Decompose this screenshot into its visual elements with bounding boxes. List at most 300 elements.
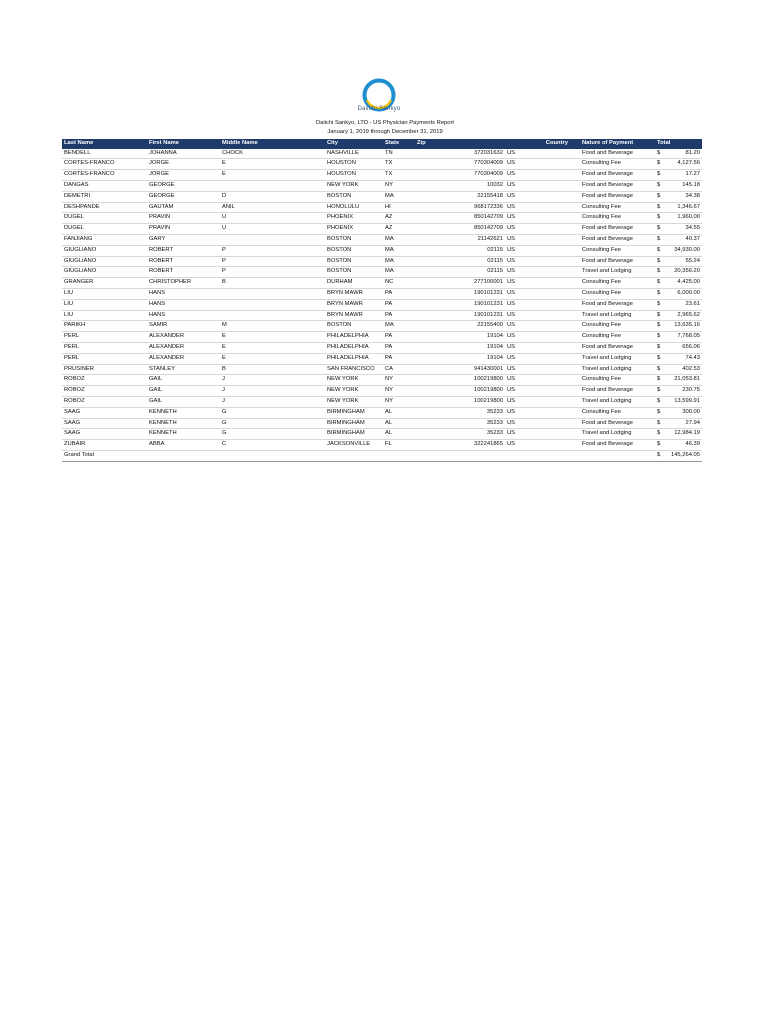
cell-last: ROBOZ [62,375,147,386]
table-row [62,278,702,289]
cell-total [655,418,702,429]
cell-middle: P [220,267,325,278]
table-header-row [62,139,702,149]
currency-symbol: $ [657,430,661,437]
cell-first: PRAVIN [147,224,220,235]
cell-zip: 277100001 [415,278,505,289]
table-row [62,245,702,256]
cell-zip: 190101231 [415,310,505,321]
cell-middle: J [220,375,325,386]
cell-total [655,310,702,321]
cell-state: HI [383,202,415,213]
cell-nature: Food and Beverage [570,234,655,245]
cell-state: AZ [383,213,415,224]
currency-symbol: $ [657,452,661,458]
cell-city: PHOENIX [325,213,383,224]
cell-last: FANJIANG [62,234,147,245]
cell-country: US [505,278,570,289]
currency-symbol: $ [657,333,661,340]
cell-total [655,278,702,289]
cell-last: PRUSINER [62,364,147,375]
header-state: State [383,139,415,149]
amount: 1,960.00 [677,214,700,221]
cell-total [655,386,702,397]
currency-symbol: $ [657,387,661,394]
cell-nature: Food and Beverage [570,418,655,429]
cell-last: GRANGER [62,278,147,289]
cell-first: GAIL [147,396,220,407]
cell-total [655,407,702,418]
cell-city: NEW YORK [325,396,383,407]
currency-symbol: $ [657,236,661,243]
cell-middle: P [220,245,325,256]
cell-total [655,191,702,202]
cell-nature: Travel and Lodging [570,364,655,375]
cell-city: BIRMINGHAM [325,429,383,440]
cell-state: MA [383,245,415,256]
currency-symbol: $ [657,214,661,221]
cell-total [655,180,702,191]
header-total: Total [655,139,702,149]
amount: 40.37 [685,236,700,243]
cell-country: US [505,407,570,418]
cell-nature: Food and Beverage [570,386,655,397]
cell-last: SAAG [62,429,147,440]
cell-first: GARY [147,234,220,245]
currency-symbol: $ [657,171,661,178]
table-row [62,440,702,451]
cell-first: CHRISTOPHER [147,278,220,289]
cell-first: JORGE [147,170,220,181]
cell-total [655,396,702,407]
cell-middle: G [220,418,325,429]
header-first-name: First Name [147,139,220,149]
table-row [62,375,702,386]
cell-city: BOSTON [325,321,383,332]
cell-last: BENDELL [62,149,147,159]
cell-country: US [505,321,570,332]
cell-last: DANGAS [62,180,147,191]
cell-middle: ANIL [220,202,325,213]
cell-middle: J [220,386,325,397]
table-row [62,288,702,299]
cell-total [655,440,702,451]
cell-state: TX [383,159,415,170]
cell-nature: Food and Beverage [570,342,655,353]
cell-country: US [505,170,570,181]
amount: 7,768.05 [677,333,700,340]
cell-zip: 10032 [415,180,505,191]
currency-symbol: $ [657,441,661,448]
cell-nature: Food and Beverage [570,149,655,159]
cell-total [655,375,702,386]
table-row [62,180,702,191]
table-row [62,310,702,321]
cell-last: PERL [62,332,147,343]
table-row [62,364,702,375]
cell-total [655,364,702,375]
cell-total [655,234,702,245]
currency-symbol: $ [657,344,661,351]
table-row [62,418,702,429]
cell-nature: Food and Beverage [570,224,655,235]
table-row [62,159,702,170]
cell-zip: 372031632 [415,149,505,159]
amount: 4,127.56 [677,160,700,167]
cell-nature: Consulting Fee [570,332,655,343]
cell-total [655,159,702,170]
empty-cell [383,450,415,461]
cell-first: HANS [147,299,220,310]
header-city: City [325,139,383,149]
cell-last: DESHPANDE [62,202,147,213]
table-row [62,396,702,407]
cell-zip: 19104 [415,342,505,353]
cell-last: PERL [62,353,147,364]
cell-first: JORGE [147,159,220,170]
currency-symbol: $ [657,160,661,167]
currency-symbol: $ [657,300,661,307]
cell-nature: Travel and Lodging [570,310,655,321]
cell-middle: B [220,278,325,289]
cell-city: BOSTON [325,267,383,278]
cell-nature: Consulting Fee [570,375,655,386]
cell-middle [220,234,325,245]
amount: 27.94 [685,419,700,426]
currency-symbol: $ [657,365,661,372]
cell-country: US [505,288,570,299]
cell-total [655,267,702,278]
cell-country: US [505,353,570,364]
cell-state: AZ [383,224,415,235]
amount: 17.27 [685,171,700,178]
cell-last: GIUGLIANO [62,267,147,278]
cell-city: BOSTON [325,256,383,267]
cell-first: ROBERT [147,245,220,256]
cell-city: SAN FRANCISCO [325,364,383,375]
cell-zip: 770304009 [415,159,505,170]
cell-middle: P [220,256,325,267]
cell-zip: 02115 [415,267,505,278]
cell-total [655,245,702,256]
cell-total [655,429,702,440]
currency-symbol: $ [657,225,661,232]
cell-zip: 35233 [415,407,505,418]
cell-total [655,332,702,343]
cell-country: US [505,342,570,353]
cell-city: DURHAM [325,278,383,289]
cell-middle [220,310,325,321]
cell-country: US [505,375,570,386]
amount: 34.55 [685,225,700,232]
cell-country: US [505,149,570,159]
amount: 21,053.81 [674,376,700,383]
cell-state: MA [383,256,415,267]
table-row [62,224,702,235]
cell-country: US [505,396,570,407]
cell-first: PRAVIN [147,213,220,224]
cell-country: US [505,191,570,202]
cell-middle: G [220,429,325,440]
cell-total [655,256,702,267]
table-row [62,332,702,343]
cell-nature: Consulting Fee [570,245,655,256]
cell-zip: 770304009 [415,170,505,181]
header-middle-name: Middle Name [220,139,325,149]
grand-total-label: Grand Total [62,450,147,461]
cell-state: NY [383,396,415,407]
cell-city: HOUSTON [325,159,383,170]
cell-total [655,149,702,159]
cell-state: PA [383,342,415,353]
cell-state: MA [383,267,415,278]
cell-zip: 35233 [415,429,505,440]
cell-city: BIRMINGHAM [325,407,383,418]
cell-country: US [505,234,570,245]
cell-last: DEMETRI [62,191,147,202]
cell-total [655,170,702,181]
cell-zip: 21142621 [415,234,505,245]
amount: 13,599.91 [674,398,700,405]
currency-symbol: $ [657,354,661,361]
table-row [62,202,702,213]
cell-total [655,321,702,332]
table-row [62,170,702,181]
cell-middle: E [220,332,325,343]
cell-total [655,213,702,224]
cell-nature: Consulting Fee [570,407,655,418]
cell-country: US [505,256,570,267]
cell-city: PHILADELPHIA [325,342,383,353]
cell-nature: Food and Beverage [570,440,655,451]
cell-last: LIU [62,310,147,321]
cell-nature: Food and Beverage [570,299,655,310]
header-country: Country [505,139,570,149]
cell-zip: 22155418 [415,191,505,202]
cell-nature: Consulting Fee [570,321,655,332]
cell-state: AL [383,407,415,418]
cell-city: BRYN MAWR [325,310,383,321]
cell-state: PA [383,299,415,310]
cell-city: NASHVILLE [325,149,383,159]
cell-city: BOSTON [325,245,383,256]
empty-cell [505,450,570,461]
cell-city: PHILADELPHIA [325,353,383,364]
cell-nature: Consulting Fee [570,159,655,170]
cell-state: PA [383,332,415,343]
currency-symbol: $ [657,398,661,405]
cell-nature: Consulting Fee [570,278,655,289]
cell-first: GEORGE [147,191,220,202]
cell-country: US [505,429,570,440]
cell-country: US [505,440,570,451]
cell-total [655,353,702,364]
cell-state: NC [383,278,415,289]
empty-cell [220,450,325,461]
table-row [62,299,702,310]
cell-first: ABBA [147,440,220,451]
table-row [62,342,702,353]
currency-symbol: $ [657,311,661,318]
cell-first: ALEXANDER [147,342,220,353]
cell-first: ALEXANDER [147,332,220,343]
currency-symbol: $ [657,408,661,415]
cell-zip: 02115 [415,256,505,267]
cell-state: NY [383,386,415,397]
header-last-name: Last Name [62,139,147,149]
cell-middle [220,288,325,299]
cell-zip: 850142709 [415,213,505,224]
cell-state: NY [383,375,415,386]
cell-state: MA [383,234,415,245]
cell-country: US [505,310,570,321]
cell-nature: Food and Beverage [570,180,655,191]
empty-cell [570,450,655,461]
cell-middle: E [220,353,325,364]
amount: 23.61 [685,300,700,307]
cell-zip: 190101231 [415,299,505,310]
cell-country: US [505,245,570,256]
cell-first: HANS [147,288,220,299]
cell-state: PA [383,353,415,364]
amount: 13,635.16 [674,322,700,329]
amount: 230.75 [682,387,700,394]
cell-zip: 322241865 [415,440,505,451]
cell-last: ROBOZ [62,386,147,397]
empty-cell [415,450,505,461]
cell-zip: 22155400 [415,321,505,332]
cell-nature: Travel and Lodging [570,267,655,278]
cell-middle [220,180,325,191]
grand-total-row [62,450,702,461]
cell-middle: E [220,342,325,353]
cell-first: JOHANNA [147,149,220,159]
cell-first: GEORGE [147,180,220,191]
cell-middle: C [220,440,325,451]
empty-cell [147,450,220,461]
cell-total [655,299,702,310]
cell-middle: G [220,407,325,418]
cell-middle: E [220,170,325,181]
amount: 656.06 [682,344,700,351]
cell-zip: 850142709 [415,224,505,235]
cell-zip: 35233 [415,418,505,429]
cell-city: PHILADELPHIA [325,332,383,343]
table-row [62,149,702,159]
cell-middle: E [220,159,325,170]
table-row [62,353,702,364]
cell-state: PA [383,310,415,321]
cell-state: PA [383,288,415,299]
currency-symbol: $ [657,419,661,426]
cell-nature: Food and Beverage [570,170,655,181]
amount: 74.43 [685,354,700,361]
cell-total [655,202,702,213]
cell-city: BOSTON [325,234,383,245]
cell-country: US [505,299,570,310]
amount: 6,000.00 [677,290,700,297]
cell-last: CORTES-FRANCO [62,159,147,170]
amount: 34.38 [685,192,700,199]
amount: 12,984.19 [674,430,700,437]
grand-total-value: 145,264.05 [670,452,700,458]
cell-zip: 190101231 [415,288,505,299]
cell-country: US [505,213,570,224]
cell-middle: U [220,213,325,224]
cell-city: PHOENIX [325,224,383,235]
cell-total [655,342,702,353]
logo-wordmark: Daiichi-Sankyo [357,106,401,112]
cell-state: NY [383,180,415,191]
cell-zip: 19104 [415,353,505,364]
cell-total [655,288,702,299]
cell-last: SAAG [62,407,147,418]
cell-city: BOSTON [325,191,383,202]
currency-symbol: $ [657,290,661,297]
cell-country: US [505,202,570,213]
table-row [62,321,702,332]
cell-last: PARIKH [62,321,147,332]
amount: 34,930.00 [674,246,700,253]
table-row [62,407,702,418]
cell-city: HOUSTON [325,170,383,181]
cell-first: GAIL [147,386,220,397]
amount: 20,356.20 [674,268,700,275]
cell-first: STANLEY [147,364,220,375]
cell-first: KENNETH [147,418,220,429]
amount: 55.24 [685,257,700,264]
amount: 300.00 [682,408,700,415]
cell-city: BIRMINGHAM [325,418,383,429]
cell-nature: Food and Beverage [570,256,655,267]
cell-country: US [505,418,570,429]
cell-last: SAAG [62,418,147,429]
cell-country: US [505,159,570,170]
cell-middle: CHOCK [220,149,325,159]
cell-last: ZUBAIR [62,440,147,451]
cell-first: ROBERT [147,256,220,267]
cell-state: CA [383,364,415,375]
cell-city: NEW YORK [325,375,383,386]
currency-symbol: $ [657,192,661,199]
cell-country: US [505,267,570,278]
currency-symbol: $ [657,203,661,210]
cell-middle: M [220,321,325,332]
currency-symbol: $ [657,268,661,275]
amount: 46.39 [685,441,700,448]
cell-zip: 19104 [415,332,505,343]
currency-symbol: $ [657,257,661,264]
report-date-range: January 1, 2019 through December 31, 2019 [327,129,443,135]
cell-state: MA [383,321,415,332]
table-row [62,429,702,440]
cell-first: KENNETH [147,407,220,418]
empty-cell [325,450,383,461]
cell-first: ALEXANDER [147,353,220,364]
table-row [62,234,702,245]
cell-last: DUGEL [62,213,147,224]
table-row [62,267,702,278]
cell-last: DUGEL [62,224,147,235]
cell-middle: J [220,396,325,407]
cell-country: US [505,386,570,397]
cell-middle: D [220,191,325,202]
amount: 402.53 [682,365,700,372]
cell-nature: Consulting Fee [570,288,655,299]
cell-last: LIU [62,299,147,310]
amount: 145.18 [682,182,700,189]
currency-symbol: $ [657,149,661,156]
